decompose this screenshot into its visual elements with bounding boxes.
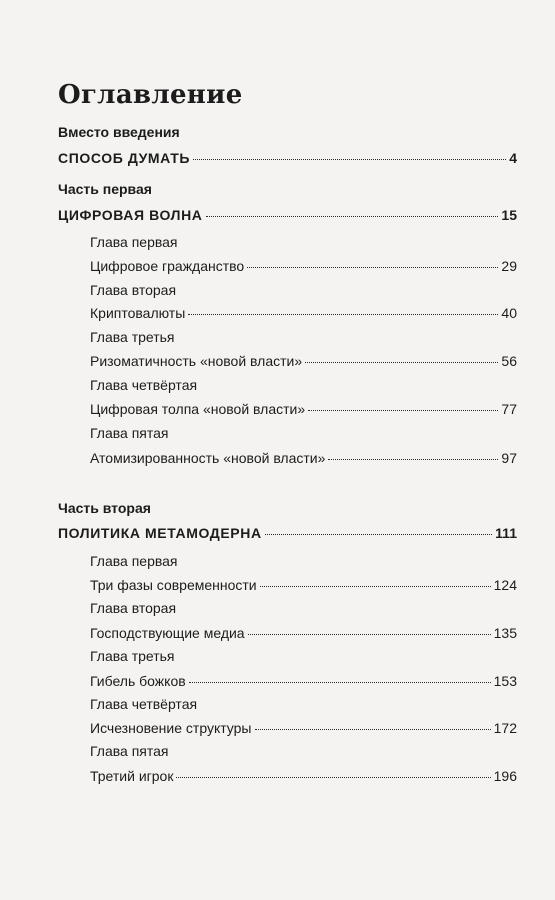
dot-leader: [189, 682, 491, 683]
page-number: 135: [493, 625, 517, 641]
entry-title: СПОСОБ ДУМАТЬ: [58, 150, 191, 166]
dot-leader: [193, 159, 506, 160]
chapter-label: Глава первая: [90, 234, 178, 250]
part1-label: Часть первая: [58, 181, 152, 197]
dot-leader: [206, 216, 499, 217]
chapter-label: Глава пятая: [90, 743, 169, 759]
dot-leader: [308, 410, 498, 411]
toc-entry-chapter[interactable]: [90, 768, 517, 784]
page-number: 153: [493, 673, 517, 689]
page-number: 97: [501, 450, 517, 466]
dot-leader: [265, 534, 493, 535]
chapter-label: Глава четвёртая: [90, 377, 198, 393]
toc-entry-part1[interactable]: [58, 207, 517, 223]
page-title: Оглавление: [58, 80, 243, 110]
page-number: 77: [501, 401, 517, 417]
toc-entry-chapter[interactable]: [90, 673, 517, 689]
page-number: 29: [501, 258, 517, 274]
entry-title: Третий игрок: [90, 768, 174, 784]
entry-title: Исчезновение структуры: [90, 720, 252, 736]
part2-label: Часть вторая: [58, 500, 151, 516]
chapter-label: Глава вторая: [90, 600, 177, 616]
chapter-label: Глава вторая: [90, 282, 177, 298]
chapter-label: Глава третья: [90, 648, 175, 664]
entry-title: Ризоматичность «новой власти»: [90, 353, 303, 369]
intro-label: Вместо введения: [58, 124, 180, 140]
toc-entry-chapter[interactable]: [90, 305, 517, 321]
dot-leader: [305, 362, 498, 363]
page-number: 56: [501, 353, 517, 369]
entry-title: Цифровое гражданство: [90, 258, 245, 274]
dot-leader: [260, 586, 491, 587]
entry-title: Атомизированность «новой власти»: [90, 450, 326, 466]
entry-title: Цифровая толпа «новой власти»: [90, 401, 306, 417]
chapter-label: Глава третья: [90, 329, 175, 345]
entry-title: Криптовалюты: [90, 305, 186, 321]
toc-entry-chapter[interactable]: [90, 625, 517, 641]
chapter-label: Глава четвёртая: [90, 696, 198, 712]
entry-title: Три фазы современности: [90, 577, 257, 593]
page-number: 124: [493, 577, 517, 593]
toc-entry-chapter[interactable]: [90, 401, 517, 417]
entry-title: ЦИФРОВАЯ ВОЛНА: [58, 207, 203, 223]
toc-entry-intro[interactable]: [58, 150, 517, 166]
toc-entry-chapter[interactable]: [90, 450, 517, 466]
dot-leader: [255, 729, 491, 730]
entry-title: ПОЛИТИКА МЕТАМОДЕРНА: [58, 525, 262, 541]
entry-title: Гибель божков: [90, 673, 186, 689]
toc-entry-chapter[interactable]: [90, 258, 517, 274]
toc-entry-part2[interactable]: [58, 525, 517, 541]
dot-leader: [247, 267, 498, 268]
chapter-label: Глава первая: [90, 553, 178, 569]
chapter-label: Глава пятая: [90, 425, 169, 441]
page-number: 4: [509, 150, 517, 166]
entry-title: Господствующие медиа: [90, 625, 245, 641]
dot-leader: [328, 459, 498, 460]
page-number: 196: [493, 768, 517, 784]
page-number: 111: [495, 525, 517, 541]
dot-leader: [248, 634, 491, 635]
page-number: 15: [501, 207, 517, 223]
toc-entry-chapter[interactable]: [90, 353, 517, 369]
toc-entry-chapter[interactable]: [90, 720, 517, 736]
page-number: 172: [493, 720, 517, 736]
toc-entry-chapter[interactable]: [90, 577, 517, 593]
dot-leader: [188, 314, 498, 315]
dot-leader: [176, 777, 490, 778]
page-number: 40: [501, 305, 517, 321]
